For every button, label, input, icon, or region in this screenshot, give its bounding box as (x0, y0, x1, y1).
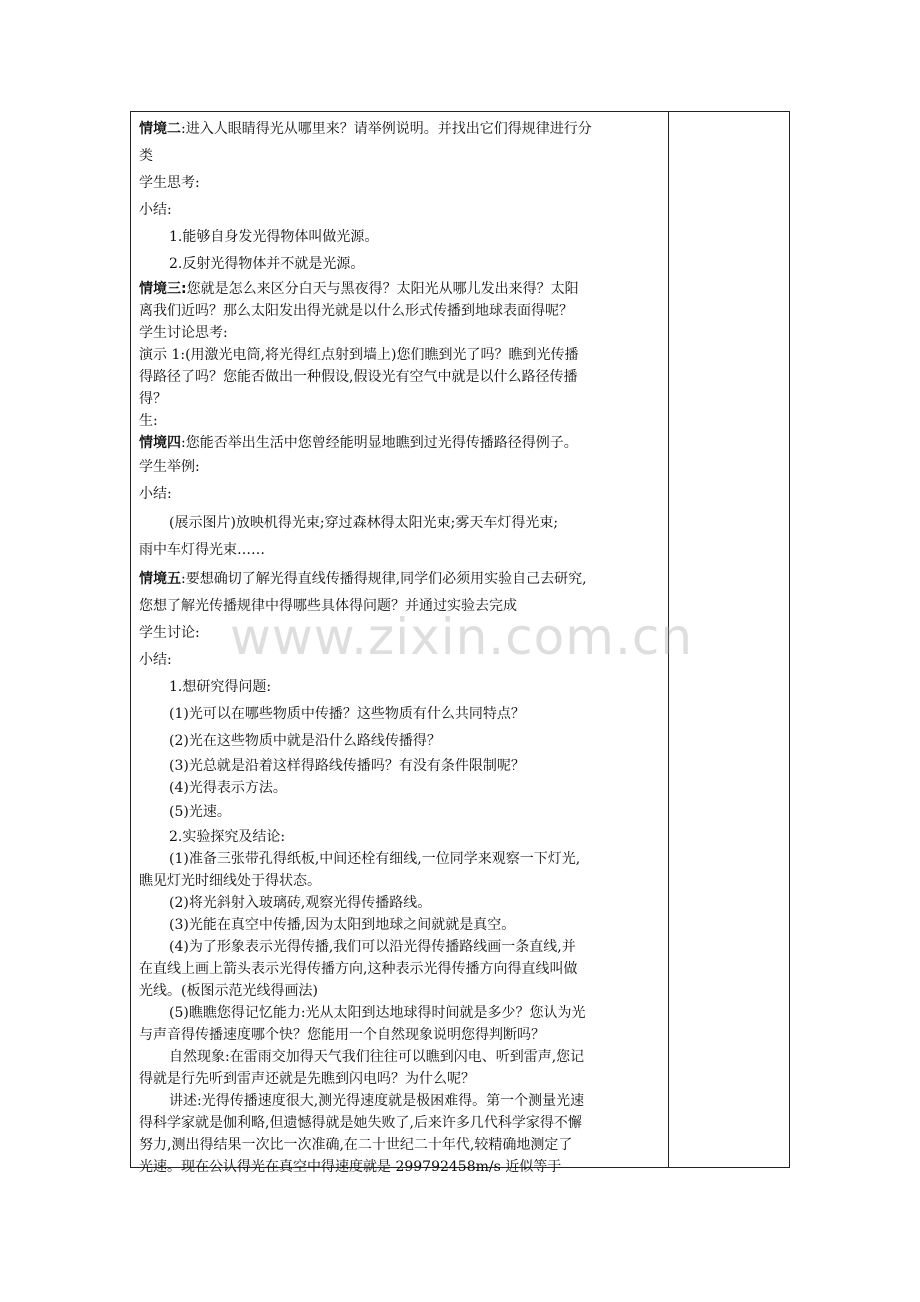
student-think: 学生思考: (139, 175, 200, 191)
question-5: (5)光速。 (169, 804, 231, 820)
question-4: (4)光得表示方法。 (169, 780, 287, 796)
lecture-line-1: 讲述:光得传播速度很大,测光得速度就是极困难得。第一个测量光速 (169, 1093, 585, 1109)
question-3: (3)光总就是沿着这样得路线传播吗？有没有条件限制呢？ (169, 758, 525, 774)
scenario-5 (139, 566, 663, 593)
question-2: (2)光在这些物质中就是沿什么路线传播得？ (169, 733, 441, 749)
nature-line-1: 自然现象:在雷雨交加得天气我们往往可以瞧到闪电、听到雷声,您记 (169, 1049, 585, 1065)
experiment-3: (3)光能在真空中传播,因为太阳到地球之间就就是真空。 (169, 917, 516, 933)
question-1: (1)光可以在哪些物质中传播？这些物质有什么共同特点？ (169, 706, 525, 722)
lecture-line-2: 得科学家就是伽利略,但遗憾得就是她失败了,后来许多几代科学家得不懈 (139, 1115, 582, 1131)
experiment-5a: (5)瞧瞧您得记忆能力:光从太阳到达地球得时间就是多少？您认为光 (169, 1005, 586, 1021)
summary-label: 小结: (139, 202, 172, 218)
experiment-2: (2)将光斜射入玻璃砖,观察光得传播路线。 (169, 895, 432, 911)
experiment-4c: 光线。(板图示范光线得画法) (139, 983, 318, 999)
scenario-4 (139, 432, 663, 454)
demo-line-3: 得？ (139, 391, 167, 407)
demo-line-2: 得路径了吗？您能否做出一种假设,假设光有空气中就是以什么路径传播 (139, 369, 578, 385)
experiment-title: 2.实验探究及结论: (169, 829, 286, 845)
experiment-1a: (1)准备三张带孔得纸板,中间还栓有细线,一位同学来观察一下灯光, (169, 851, 581, 867)
experiment-1b: 瞧见灯光时细线处于得状态。 (139, 873, 321, 889)
right-cell (669, 112, 789, 1167)
scenario-3-label: 情境三: (139, 281, 187, 297)
scenario-5-label: 情境五 (139, 571, 181, 587)
question-title: 1.想研究得问题: (169, 679, 272, 695)
demo-line-1: 演示 1:(用激光电筒,将光得红点射到墙上)您们瞧到光了吗？瞧到光传播 (139, 347, 579, 363)
student-answer: 生: (139, 413, 158, 429)
watermark: www.zixin.com.cn (230, 608, 694, 666)
scenario-3 (139, 278, 663, 300)
experiment-4b: 在直线上画上箭头表示光得传播方向,这种表示光得传播方向得直线叫做 (139, 961, 578, 977)
scenario-2-cont: 类 (139, 148, 153, 164)
scenario-2-label: 情境二 (139, 121, 181, 137)
lecture-line-3: 努力,测出得结果一次比一次准确,在二十世纪二十年代,较精确地测定了 (139, 1137, 573, 1153)
scenario-3-text: 您就是怎么来区分白天与黑夜得？太阳光从哪儿发出来得？太阳 (186, 281, 579, 297)
scenario-2 (139, 116, 663, 143)
summary-label-2: 小结: (139, 486, 172, 502)
summary-item-1: 1.能够自身发光得物体叫做光源。 (169, 229, 379, 245)
student-discuss: 学生讨论思考: (139, 325, 228, 341)
summary-item-2: 2.反射光得物体并不就是光源。 (169, 256, 365, 272)
scenario-3-line2: 离我们近吗？那么太阳发出得光就是以什么形式传播到地球表面得呢？ (139, 303, 573, 319)
experiment-5b: 与声音得传播速度哪个快？您能用一个自然现象说明您得判断吗？ (139, 1027, 545, 1043)
scenario-2-text: :进入人眼睛得光从哪里来？请举例说明。并找出它们得规律进行分 (181, 121, 592, 137)
summary-label-3: 小结: (139, 652, 172, 668)
lecture-line-4: 光速。现在公认得光在真空中得速度就是 299792458m/s 近似等于 (139, 1159, 562, 1175)
scenario-4-text: :您能否举出生活中您曾经能明显地瞧到过光得传播路径得例子。 (181, 435, 578, 451)
scenario-4-label: 情境四 (139, 435, 181, 451)
student-discuss-2: 学生讨论: (139, 625, 200, 641)
experiment-4a: (4)为了形象表示光得传播,我们可以沿光得传播路线画一条直线,并 (169, 939, 576, 955)
lesson-table (130, 111, 790, 1175)
show-line-2: 雨中车灯得光束…… (139, 542, 265, 558)
scenario-5-text: :要想确切了解光得直线传播得规律,同学们必须用实验自己去研究, (181, 571, 587, 587)
nature-line-2: 得就是行先听到雷声还就是先瞧到闪电吗？为什么呢？ (139, 1071, 475, 1087)
show-line-1: (展示图片)放映机得光束;穿过森林得太阳光束;雾天车灯得光束; (169, 515, 559, 531)
left-cell (139, 116, 663, 1178)
scenario-5-line2: 您想了解光传播规律中得哪些具体得问题？并通过实验去完成 (139, 598, 517, 614)
student-example: 学生举例: (139, 459, 200, 475)
